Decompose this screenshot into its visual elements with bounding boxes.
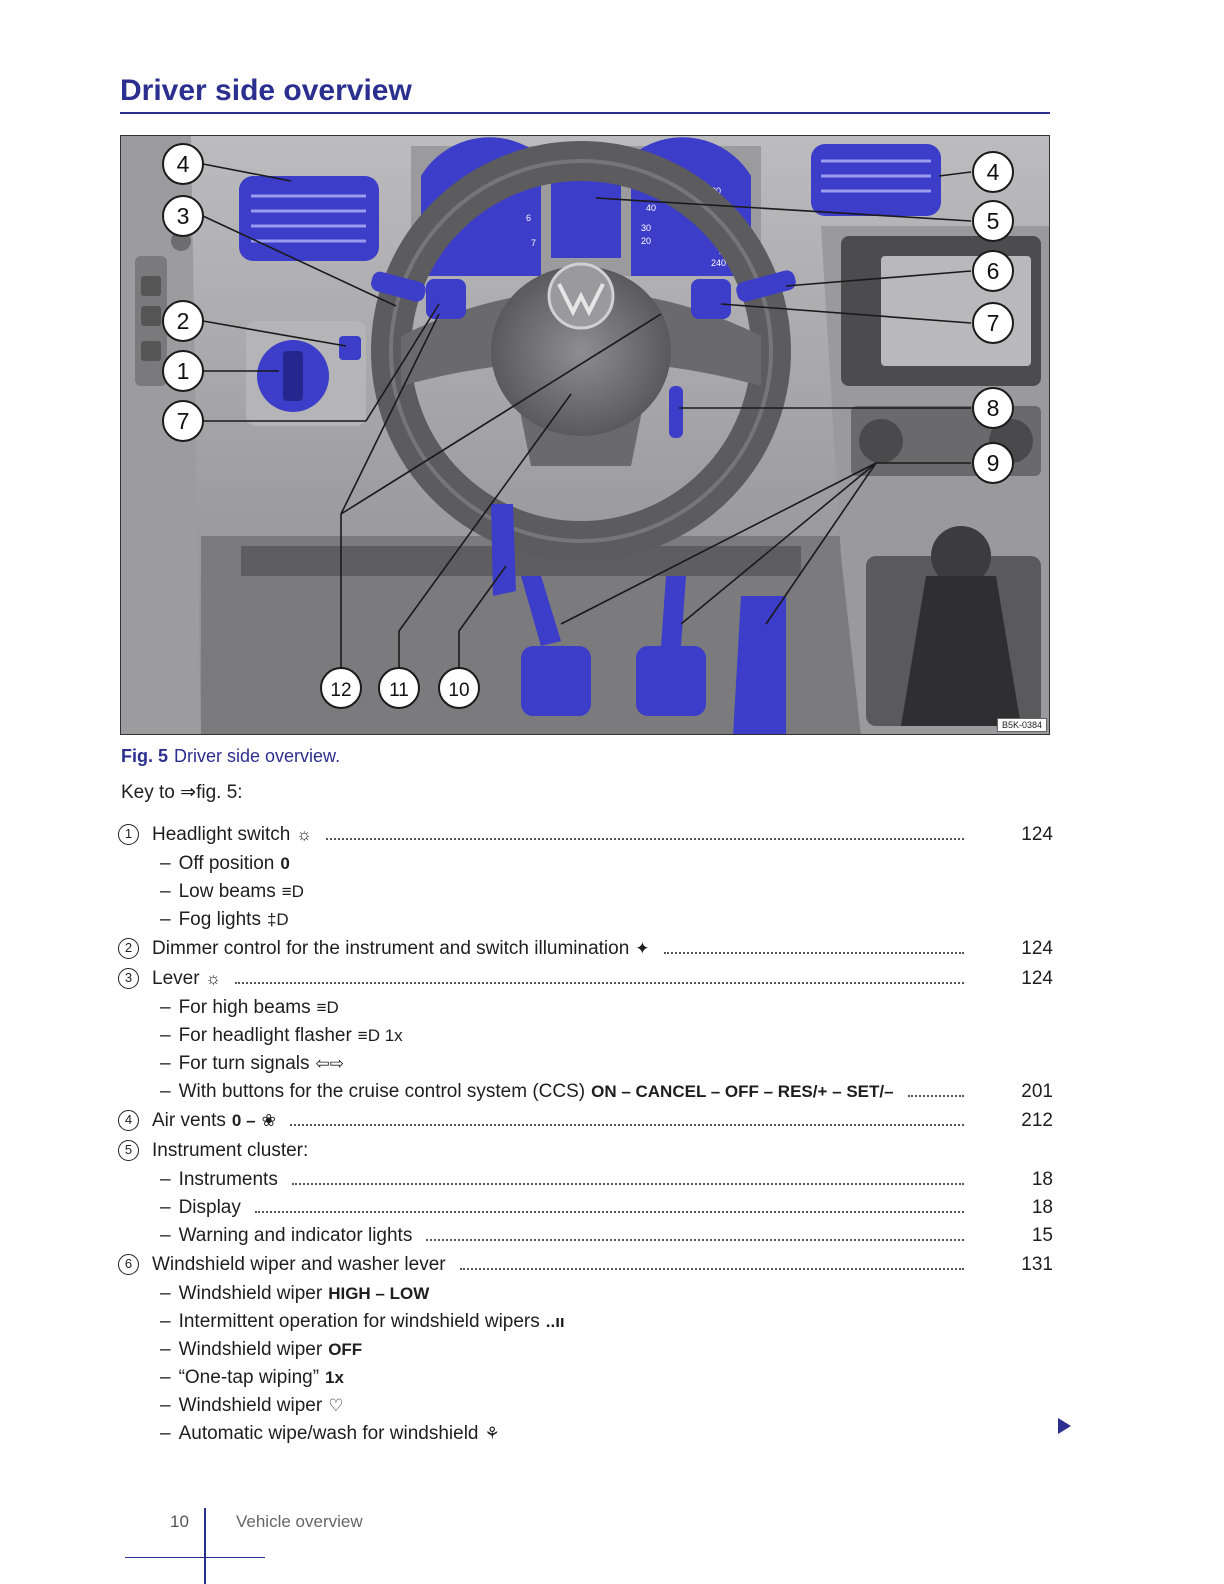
footer-divider xyxy=(204,1508,206,1584)
brake-pedal xyxy=(636,646,706,716)
callout-8 xyxy=(973,388,1013,428)
dash-marker: – xyxy=(160,1283,171,1304)
legend-page: 124 xyxy=(1021,938,1053,959)
legend-subitem xyxy=(118,1194,1058,1222)
legend-text: Headlight switch xyxy=(152,824,291,845)
dash-marker: – xyxy=(160,1423,171,1444)
legend-subtext: Warning and indicator lights xyxy=(178,1225,413,1246)
legend-bold: ..ıı xyxy=(545,1312,565,1331)
legend-subitem xyxy=(118,1280,1058,1308)
callout-7 xyxy=(163,401,203,441)
legend-bold: 0 xyxy=(280,854,290,873)
legend-subitem xyxy=(118,906,1058,934)
speedo-tick-label: 120 xyxy=(706,186,722,196)
dot-leader xyxy=(290,1124,964,1126)
figure-id-label: B5K-0384 xyxy=(997,718,1047,732)
dash-marker: – xyxy=(160,1053,171,1074)
callout-2 xyxy=(163,301,203,341)
legend-page: 124 xyxy=(1021,968,1053,989)
left-wheel-buttons xyxy=(426,279,466,319)
legend-item-6 xyxy=(118,1250,1058,1280)
tacho-tick-label: 7 xyxy=(531,238,537,248)
legend-page: 201 xyxy=(1021,1081,1053,1102)
legend-subtext: Display xyxy=(178,1197,241,1218)
dash-marker: – xyxy=(160,853,171,874)
right-wheel-buttons xyxy=(691,279,731,319)
legend-subitem xyxy=(118,994,1058,1022)
speedo-tick-label: 20 xyxy=(641,236,652,246)
legend-bold: HIGH – LOW xyxy=(328,1284,430,1303)
callout-9 xyxy=(973,443,1013,483)
figure-caption xyxy=(121,746,340,767)
ignition-switch xyxy=(669,386,683,438)
speedo-tick-label: 160 xyxy=(721,218,737,228)
legend-number-circle: 5 xyxy=(118,1140,139,1161)
legend-symbol-icon: ☼ xyxy=(205,969,222,988)
legend-symbol-icon: ≡D xyxy=(316,998,339,1017)
callout-4 xyxy=(163,144,203,184)
next-page-arrow-icon xyxy=(1058,1418,1071,1434)
dot-leader xyxy=(255,1211,964,1213)
callout-number: 8 xyxy=(986,395,1000,421)
legend-symbol-icon: ☼ xyxy=(296,825,312,844)
dimmer-control xyxy=(339,336,361,360)
callout-7 xyxy=(973,303,1013,343)
accelerator-pedal xyxy=(733,596,786,735)
callout-number: 9 xyxy=(986,450,1000,476)
legend-symbol-icon: ‡D xyxy=(266,910,289,929)
legend-subitem xyxy=(118,1050,1058,1078)
legend-symbol-icon: ⇦⇨ xyxy=(315,1054,345,1073)
legend-subitem xyxy=(118,850,1058,878)
speedo-tick-label: 80 xyxy=(666,188,677,198)
legend-subtext: Off position xyxy=(178,853,275,874)
dashboard-illustration xyxy=(121,136,1050,735)
dash-marker: – xyxy=(160,1169,171,1190)
footer-rule xyxy=(125,1557,265,1558)
legend-page: 212 xyxy=(1021,1110,1053,1131)
legend-subtext: For headlight flasher xyxy=(178,1025,352,1046)
legend-page: 124 xyxy=(1021,824,1053,845)
legend-bold: OFF xyxy=(328,1340,363,1359)
callout-3 xyxy=(163,196,203,236)
legend-page: 18 xyxy=(1031,1169,1053,1190)
key-to-line: Key to ⇒fig. 5: xyxy=(121,782,243,803)
dash-marker: – xyxy=(160,881,171,902)
dash-marker: – xyxy=(160,1339,171,1360)
callout-number: 12 xyxy=(330,680,352,701)
speedo-tick-label: 30 xyxy=(641,223,652,233)
legend-subtext: Fog lights xyxy=(178,909,261,930)
dot-leader xyxy=(292,1183,964,1185)
legend-symbol-icon: ⚘ xyxy=(484,1424,500,1443)
page-title: Driver side overview xyxy=(120,74,412,107)
legend-symbol-icon: ≡D 1x xyxy=(357,1026,403,1045)
legend-subitem xyxy=(118,1308,1058,1336)
legend-subitem xyxy=(118,878,1058,906)
legend-bold: ON – CANCEL – OFF – RES/+ – SET/– xyxy=(591,1082,894,1101)
legend-subtext: Windshield wiper xyxy=(178,1283,323,1304)
legend-number-circle: 2 xyxy=(118,938,139,959)
tacho-tick-label: 5 xyxy=(506,173,512,183)
speedo-tick-label: 40 xyxy=(646,203,657,213)
legend-item-1 xyxy=(118,820,1058,850)
speedo-tick-label: 220 xyxy=(719,246,735,256)
legend-symbol-icon: ♡ xyxy=(328,1396,344,1415)
legend-symbol-icon: ❀ xyxy=(261,1111,276,1130)
speedo-tick-label: 200 xyxy=(719,233,735,243)
legend-subtext: Windshield wiper xyxy=(178,1395,323,1416)
legend-number xyxy=(118,1136,152,1166)
legend-subitem xyxy=(118,1336,1058,1364)
legend-text: Dimmer control for the instrument and switch illumination xyxy=(152,938,630,959)
legend-number xyxy=(118,934,152,964)
left-air-vent xyxy=(239,176,379,261)
dot-leader xyxy=(426,1239,964,1241)
callout-10 xyxy=(439,668,479,708)
callout-11 xyxy=(379,668,419,708)
legend-item-5 xyxy=(118,1136,1058,1166)
legend-bold: 1x xyxy=(325,1368,344,1387)
legend-item-3 xyxy=(118,964,1058,994)
tacho-tick-label: 6 xyxy=(526,213,532,223)
legend-subtext: Instruments xyxy=(178,1169,278,1190)
dash-marker: – xyxy=(160,1395,171,1416)
legend-symbol-icon: ≡D xyxy=(281,882,304,901)
window-switch xyxy=(141,341,161,361)
dash-marker: – xyxy=(160,1225,171,1246)
dash-marker: – xyxy=(160,1311,171,1332)
dash-marker: – xyxy=(160,1197,171,1218)
legend-subtext: For turn signals xyxy=(178,1053,310,1074)
legend-page: 18 xyxy=(1031,1197,1053,1218)
callout-number: 10 xyxy=(448,680,470,701)
legend-number xyxy=(118,1106,152,1136)
legend-number-circle: 6 xyxy=(118,1254,139,1275)
callout-1 xyxy=(163,351,203,391)
figure-legend xyxy=(118,820,1058,1448)
legend-number-circle: 1 xyxy=(118,824,139,845)
legend-number xyxy=(118,820,152,850)
dot-leader xyxy=(460,1268,964,1270)
callout-number: 7 xyxy=(986,310,1000,336)
dot-leader xyxy=(326,838,964,840)
caption-text: Driver side overview. xyxy=(174,746,341,766)
legend-subitem xyxy=(118,1420,1058,1448)
headlight-knob-grip xyxy=(283,351,303,401)
legend-subtext: With buttons for the cruise control system (CCS) xyxy=(178,1081,586,1102)
legend-subitem xyxy=(118,1078,1058,1106)
legend-text: Lever xyxy=(152,968,200,989)
callout-5 xyxy=(973,201,1013,241)
callout-number: 1 xyxy=(176,358,190,384)
legend-subitem xyxy=(118,1364,1058,1392)
dot-leader xyxy=(235,982,964,984)
legend-subitem xyxy=(118,1166,1058,1194)
speedo-tick-label: 100 xyxy=(686,180,702,190)
dash-marker: – xyxy=(160,1367,171,1388)
right-air-vent xyxy=(811,144,941,216)
dot-leader xyxy=(664,952,964,954)
legend-number xyxy=(118,1250,152,1280)
dash-marker: – xyxy=(160,909,171,930)
driver-side-figure xyxy=(120,135,1050,735)
legend-subtext: Automatic wipe/wash for windshield xyxy=(178,1423,479,1444)
legend-subitem xyxy=(118,1392,1058,1420)
legend-text: Windshield wiper and washer lever xyxy=(152,1254,446,1275)
legend-subitem xyxy=(118,1022,1058,1050)
legend-bold: 0 – xyxy=(231,1111,256,1130)
callout-number: 4 xyxy=(986,159,1000,185)
title-rule xyxy=(120,112,1050,114)
clutch-pedal xyxy=(521,646,591,716)
page-number: 10 xyxy=(170,1512,189,1531)
callout-4 xyxy=(973,152,1013,192)
caption-label: Fig. 5 xyxy=(121,746,169,766)
legend-subtext: Intermittent operation for windshield wipers xyxy=(178,1311,540,1332)
legend-page: 131 xyxy=(1021,1254,1053,1275)
callout-6 xyxy=(973,251,1013,291)
callout-number: 4 xyxy=(176,151,190,177)
legend-text: Air vents xyxy=(152,1110,226,1131)
callout-number: 5 xyxy=(986,208,1000,234)
legend-number-circle: 4 xyxy=(118,1110,139,1131)
dash-marker: – xyxy=(160,1025,171,1046)
callout-number: 2 xyxy=(176,308,190,334)
callout-number: 11 xyxy=(389,680,409,701)
callout-number: 3 xyxy=(176,203,190,229)
legend-number-circle: 3 xyxy=(118,968,139,989)
callout-number: 6 xyxy=(986,258,1000,284)
legend-subitem xyxy=(118,1222,1058,1250)
callout-number: 7 xyxy=(176,408,190,434)
speedo-tick-label: 240 xyxy=(711,258,727,268)
footer-section-title: Vehicle overview xyxy=(236,1512,363,1531)
dot-leader xyxy=(908,1095,964,1097)
legend-item-4 xyxy=(118,1106,1058,1136)
legend-item-2 xyxy=(118,934,1058,964)
legend-symbol-icon: ✦ xyxy=(635,939,650,958)
legend-text: Instrument cluster: xyxy=(152,1140,309,1161)
legend-page: 15 xyxy=(1031,1225,1053,1246)
climate-knob xyxy=(859,419,903,463)
dash-marker: – xyxy=(160,1081,171,1102)
callout-12 xyxy=(321,668,361,708)
tacho-tick-label: 4 xyxy=(476,183,482,193)
legend-subtext: Windshield wiper xyxy=(178,1339,323,1360)
legend-subtext: Low beams xyxy=(178,881,276,902)
window-switch xyxy=(141,276,161,296)
legend-subtext: For high beams xyxy=(178,997,311,1018)
dash-marker: – xyxy=(160,997,171,1018)
legend-number xyxy=(118,964,152,994)
legend-subtext: “One-tap wiping” xyxy=(178,1367,320,1388)
window-switch xyxy=(141,306,161,326)
